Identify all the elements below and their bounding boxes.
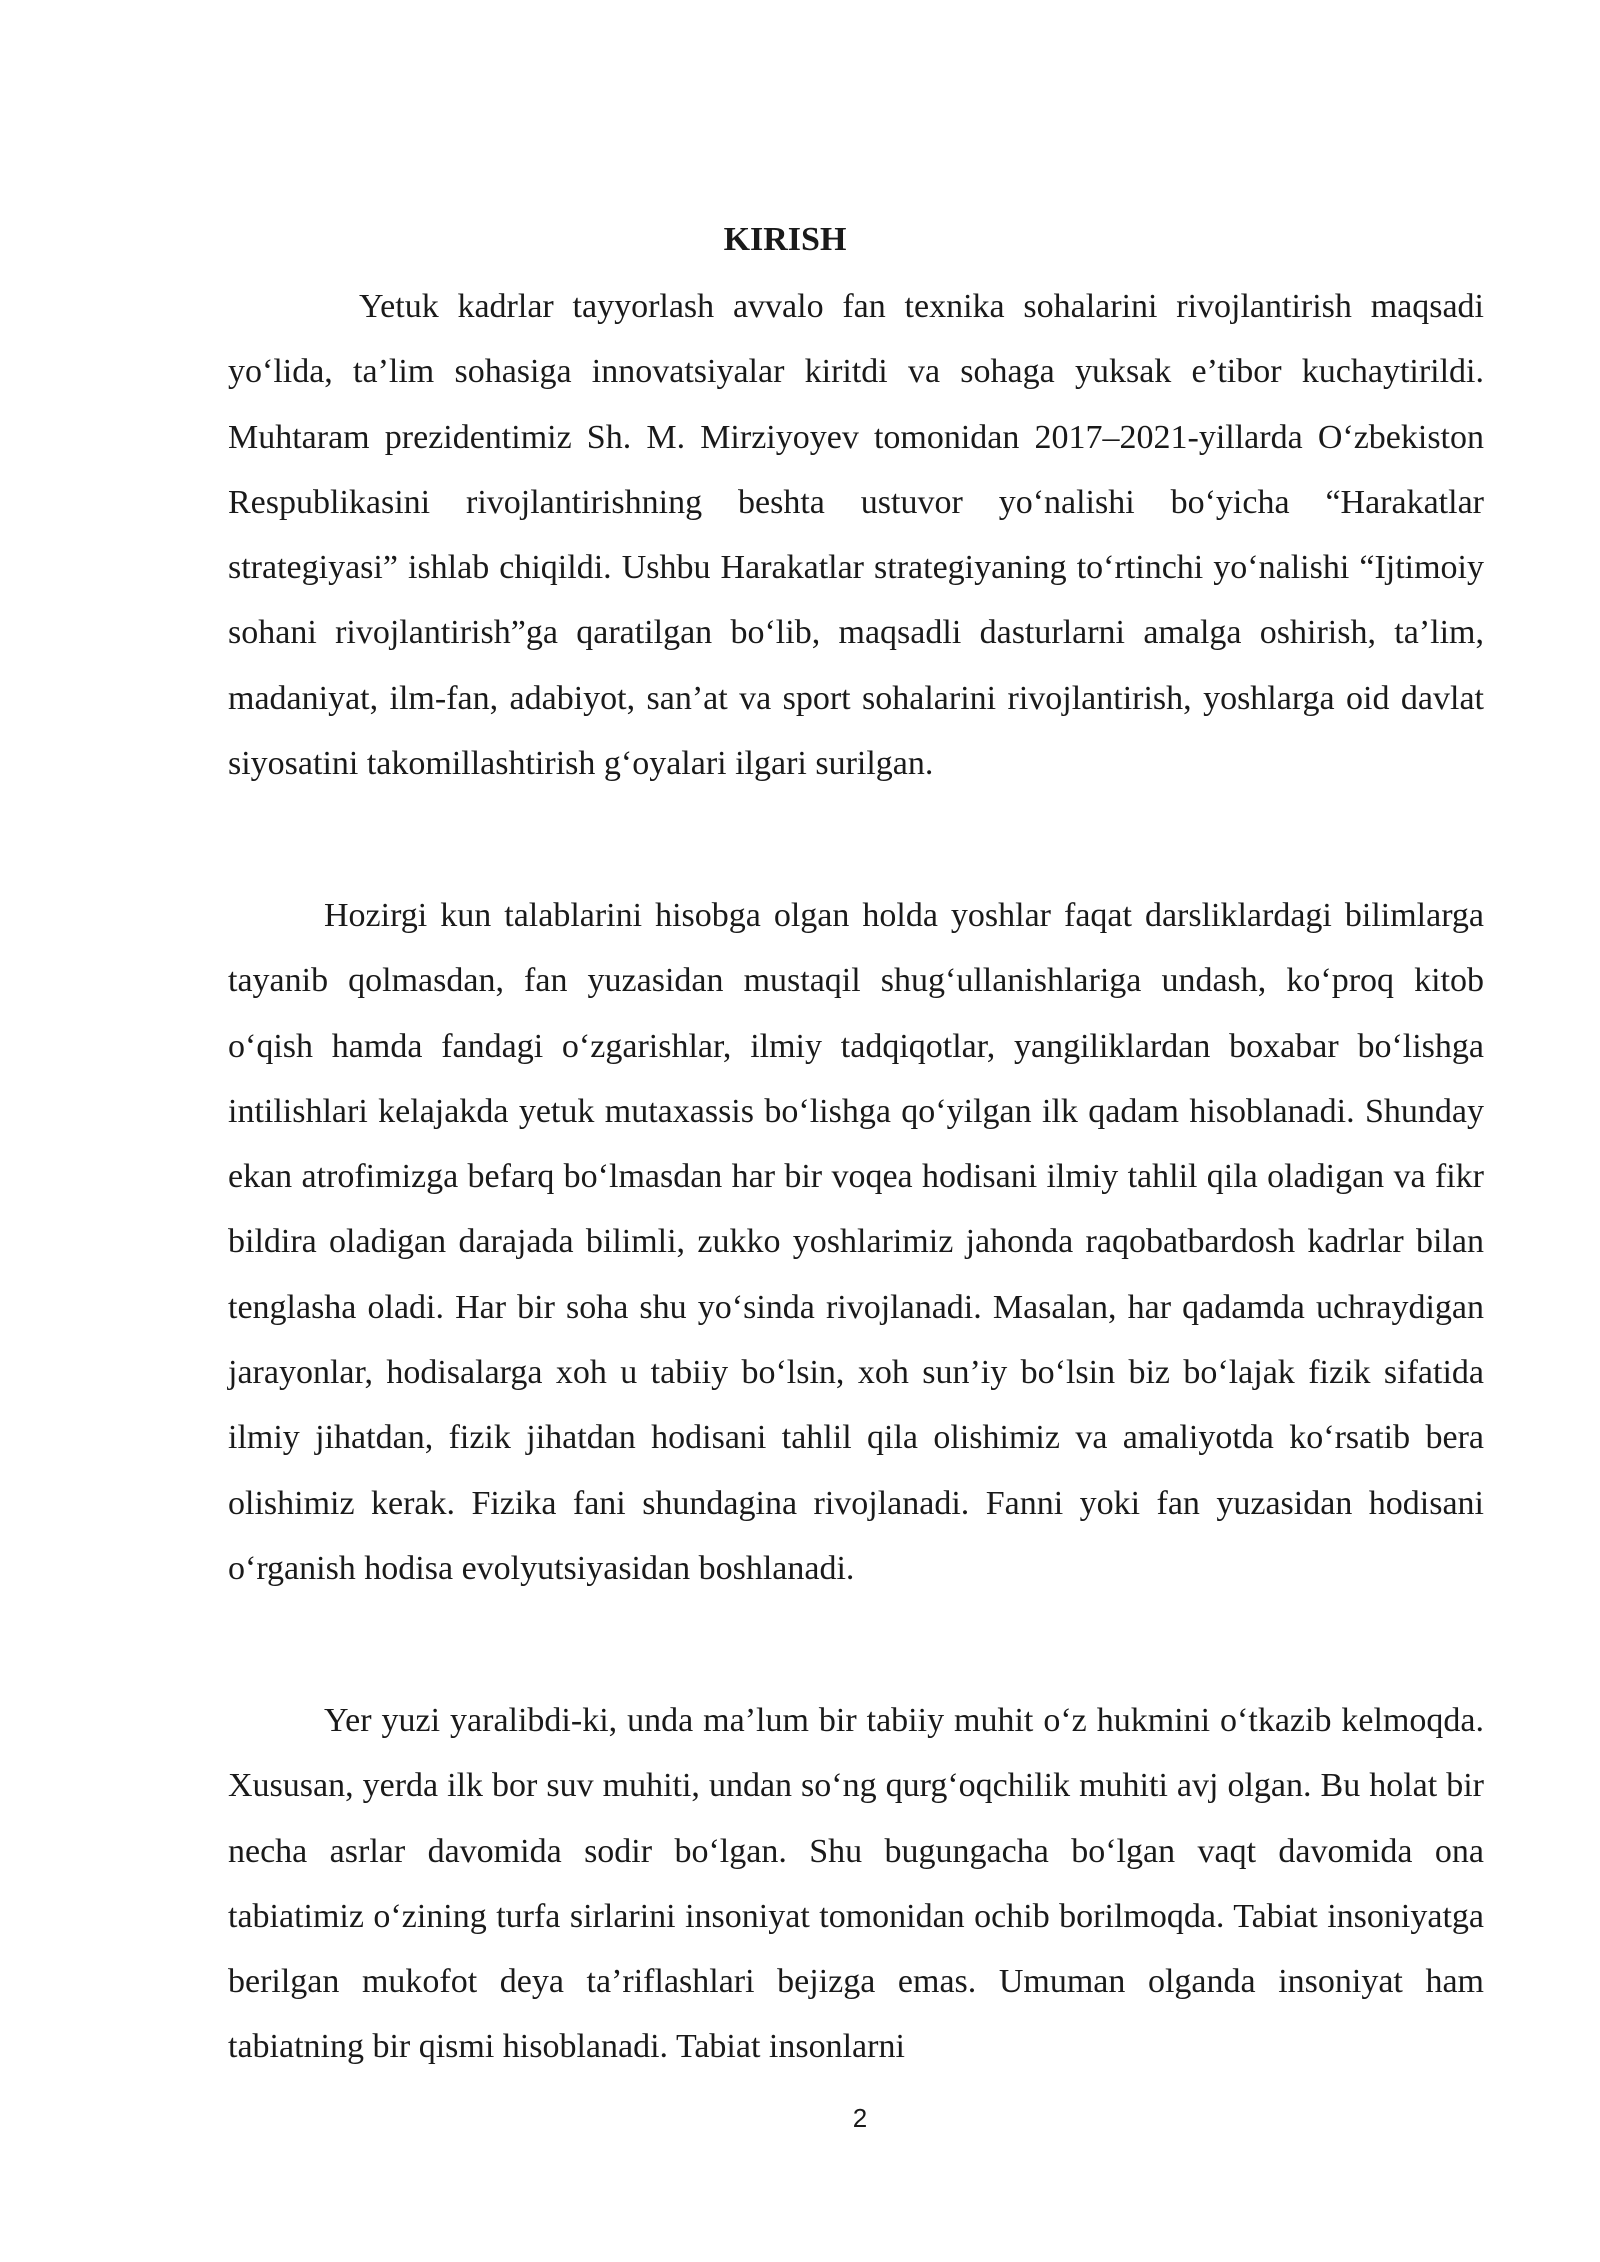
page-title: KIRISH <box>723 221 847 258</box>
paragraph-2: Hozirgi kun talablarini hisobga olgan holda yoshlar faqat darsliklardagi bilimlarga tayanib qolmasdan, fan yuzasidan mustaqil shug‘ullanishlariga undash, ko‘proq kitob o‘qish hamda fandagi o‘zgarishlar, ilmiy tadqiqotlar, yangiliklardan boxabar bo‘lishga intilishlari kelajakda yetuk mutaxassis bo‘lishga qo‘yilgan ilk qadam hisoblanadi. Shunday ekan atrofimizga befarq bo‘lmasdan har bir voqea hodisani ilmiy tahlil qila oladigan va fikr bildira oladigan darajada bilimli, zukko yoshlarimiz jahonda raqobatbardosh kadrlar bilan tenglasha oladi. Har bir soha shu yo‘sinda rivojlanadi. Masalan, har qadamda uchraydigan jarayonlar, hodisalarga xoh u tabiiy bo‘lsin, xoh sun’iy bo‘lsin biz bo‘lajak fizik sifatida ilmiy jihatdan, fizik jihatdan hodisani tahlil qila olishimiz va amaliyotda ko‘rsatib bera olishimiz kerak. Fizika fani shundagina rivojlanadi. Fanni yoki fan yuzasidan hodisani o‘rganish hodisa evolyutsiyasidan boshlanadi. <box>228 897 1484 1587</box>
paragraph-1: Yetuk kadrlar tayyorlash avvalo fan texnika sohalarini rivojlantirish maqsadi yo‘lida, ta’lim sohasiga innovatsiyalar kiritdi va sohaga yuksak e’tibor kuchaytirildi. Muhtaram prezidentimiz Sh. M. Mirziyoyev tomonidan 2017–2021-yillarda O‘zbekiston Respublikasini rivojlantirishning beshta ustuvor yo‘nalishi bo‘yicha “Harakatlar strategiyasi” ishlab chiqildi. Ushbu Harakatlar strategiyaning to‘rtinchi yo‘nalishi “Ijtimoiy sohani rivojlantirish”ga qaratilgan bo‘lib, maqsadli dasturlarni amalga oshirish, ta’lim, madaniyat, ilm-fan, adabiyot, san’at va sport sohalarini rivojlantirish, yoshlarga oid davlat siyosatini takomillashtirish g‘oyalari ilgari surilgan. <box>228 288 1484 783</box>
page-number: 2 <box>852 2103 868 2133</box>
paragraph-3: Yer yuzi yaralibdi-ki, unda ma’lum bir tabiiy muhit o‘z hukmini o‘tkazib kelmoqda. Xususan, yerda ilk bor suv muhiti, undan so‘ng qurg‘oqchilik muhiti avj olgan. Bu holat bir necha asrlar davomida sodir bo‘lgan. Shu bugungacha bo‘lgan vaqt davomida ona tabiatimiz o‘zining turfa sirlarini insoniyat tomonidan ochib borilmoqda. Tabiat insoniyatga berilgan mukofot deya ta’riflashlari bejizga emas. Umuman olganda insoniyat ham tabiatning bir qismi hisoblanadi. Tabiat insonlarni <box>228 1702 1484 2066</box>
